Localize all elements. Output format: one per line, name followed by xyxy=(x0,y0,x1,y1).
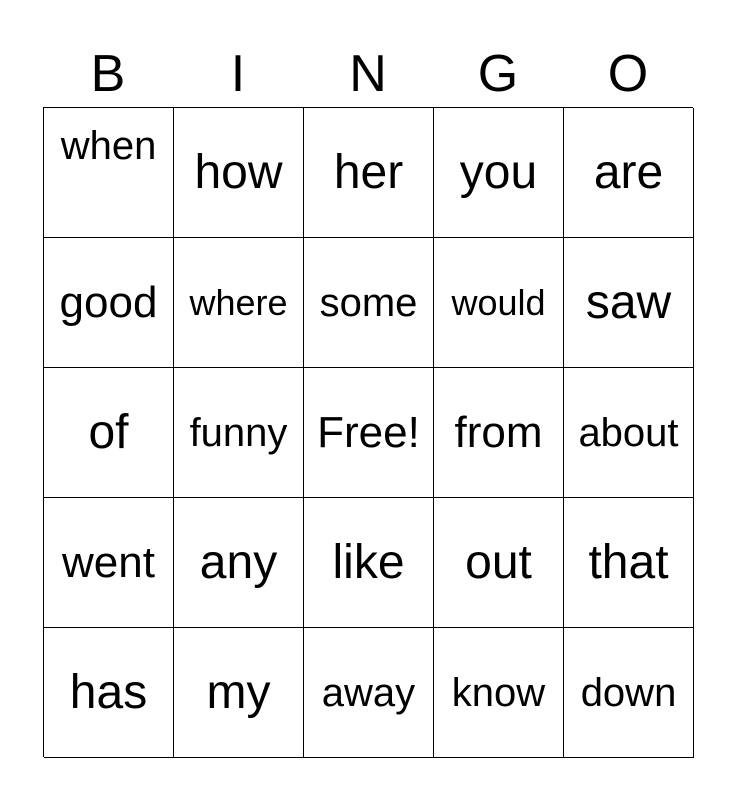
cell-word: any xyxy=(199,535,278,589)
bingo-cell-r3-c3[interactable] xyxy=(434,498,564,628)
bingo-cell-r4-c1[interactable] xyxy=(174,628,304,758)
cell-word: down xyxy=(580,670,677,715)
cell-word: like xyxy=(332,535,405,589)
cell-word: when xyxy=(60,124,157,168)
cell-word: where xyxy=(189,281,288,323)
bingo-cell-r1-c2[interactable] xyxy=(304,238,434,368)
bingo-cell-r3-c4[interactable] xyxy=(564,498,694,628)
cell-word: my xyxy=(206,665,271,719)
cell-word: are xyxy=(593,145,664,199)
cell-word: you xyxy=(459,145,538,199)
cell-word: that xyxy=(588,535,669,589)
header-letter-i: I xyxy=(230,45,246,103)
bingo-cell-r1-c0[interactable] xyxy=(44,238,174,368)
header-letter-o: O xyxy=(607,45,649,103)
bingo-cell-r4-c0[interactable] xyxy=(44,628,174,758)
bingo-cell-r3-c1[interactable] xyxy=(174,498,304,628)
cell-word: some xyxy=(319,280,418,325)
bingo-cell-r4-c2[interactable] xyxy=(304,628,434,758)
cell-word: away xyxy=(321,670,416,715)
cell-word: Free! xyxy=(317,407,420,457)
cell-word: saw xyxy=(585,275,672,329)
bingo-cell-r1-c4[interactable] xyxy=(564,238,694,368)
cell-word: would xyxy=(451,281,546,323)
cell-word: her xyxy=(333,145,404,199)
header-letter-g: G xyxy=(477,45,519,103)
header-letter-b: B xyxy=(90,45,126,103)
bingo-cell-r2-c3[interactable] xyxy=(434,368,564,498)
cell-word: out xyxy=(465,535,532,589)
cell-word: from xyxy=(454,407,543,457)
cell-word: good xyxy=(59,277,158,327)
header-letter-n: N xyxy=(349,45,387,103)
bingo-cell-r3-c0[interactable] xyxy=(44,498,174,628)
cell-word: has xyxy=(69,665,148,719)
bingo-cell-r0-c3[interactable] xyxy=(434,108,564,238)
cell-word: about xyxy=(578,410,679,455)
bingo-cell-r4-c4[interactable] xyxy=(564,628,694,758)
cell-word: know xyxy=(451,670,546,715)
bingo-header xyxy=(43,40,693,108)
bingo-board xyxy=(43,107,693,757)
bingo-cell-r2-c1[interactable] xyxy=(174,368,304,498)
bingo-cell-r2-c4[interactable] xyxy=(564,368,694,498)
bingo-cell-r0-c2[interactable] xyxy=(304,108,434,238)
cell-word: went xyxy=(62,537,155,587)
cell-word: funny xyxy=(189,410,288,455)
cell-word: how xyxy=(194,145,283,199)
bingo-cell-r0-c1[interactable] xyxy=(174,108,304,238)
cell-word: of xyxy=(88,405,129,459)
bingo-cell-r4-c3[interactable] xyxy=(434,628,564,758)
bingo-cell-free[interactable] xyxy=(304,368,434,498)
bingo-cell-r1-c1[interactable] xyxy=(174,238,304,368)
bingo-cell-r0-c0[interactable] xyxy=(44,108,174,238)
bingo-cell-r1-c3[interactable] xyxy=(434,238,564,368)
bingo-cell-r0-c4[interactable] xyxy=(564,108,694,238)
bingo-cell-r3-c2[interactable] xyxy=(304,498,434,628)
bingo-cell-r2-c0[interactable] xyxy=(44,368,174,498)
